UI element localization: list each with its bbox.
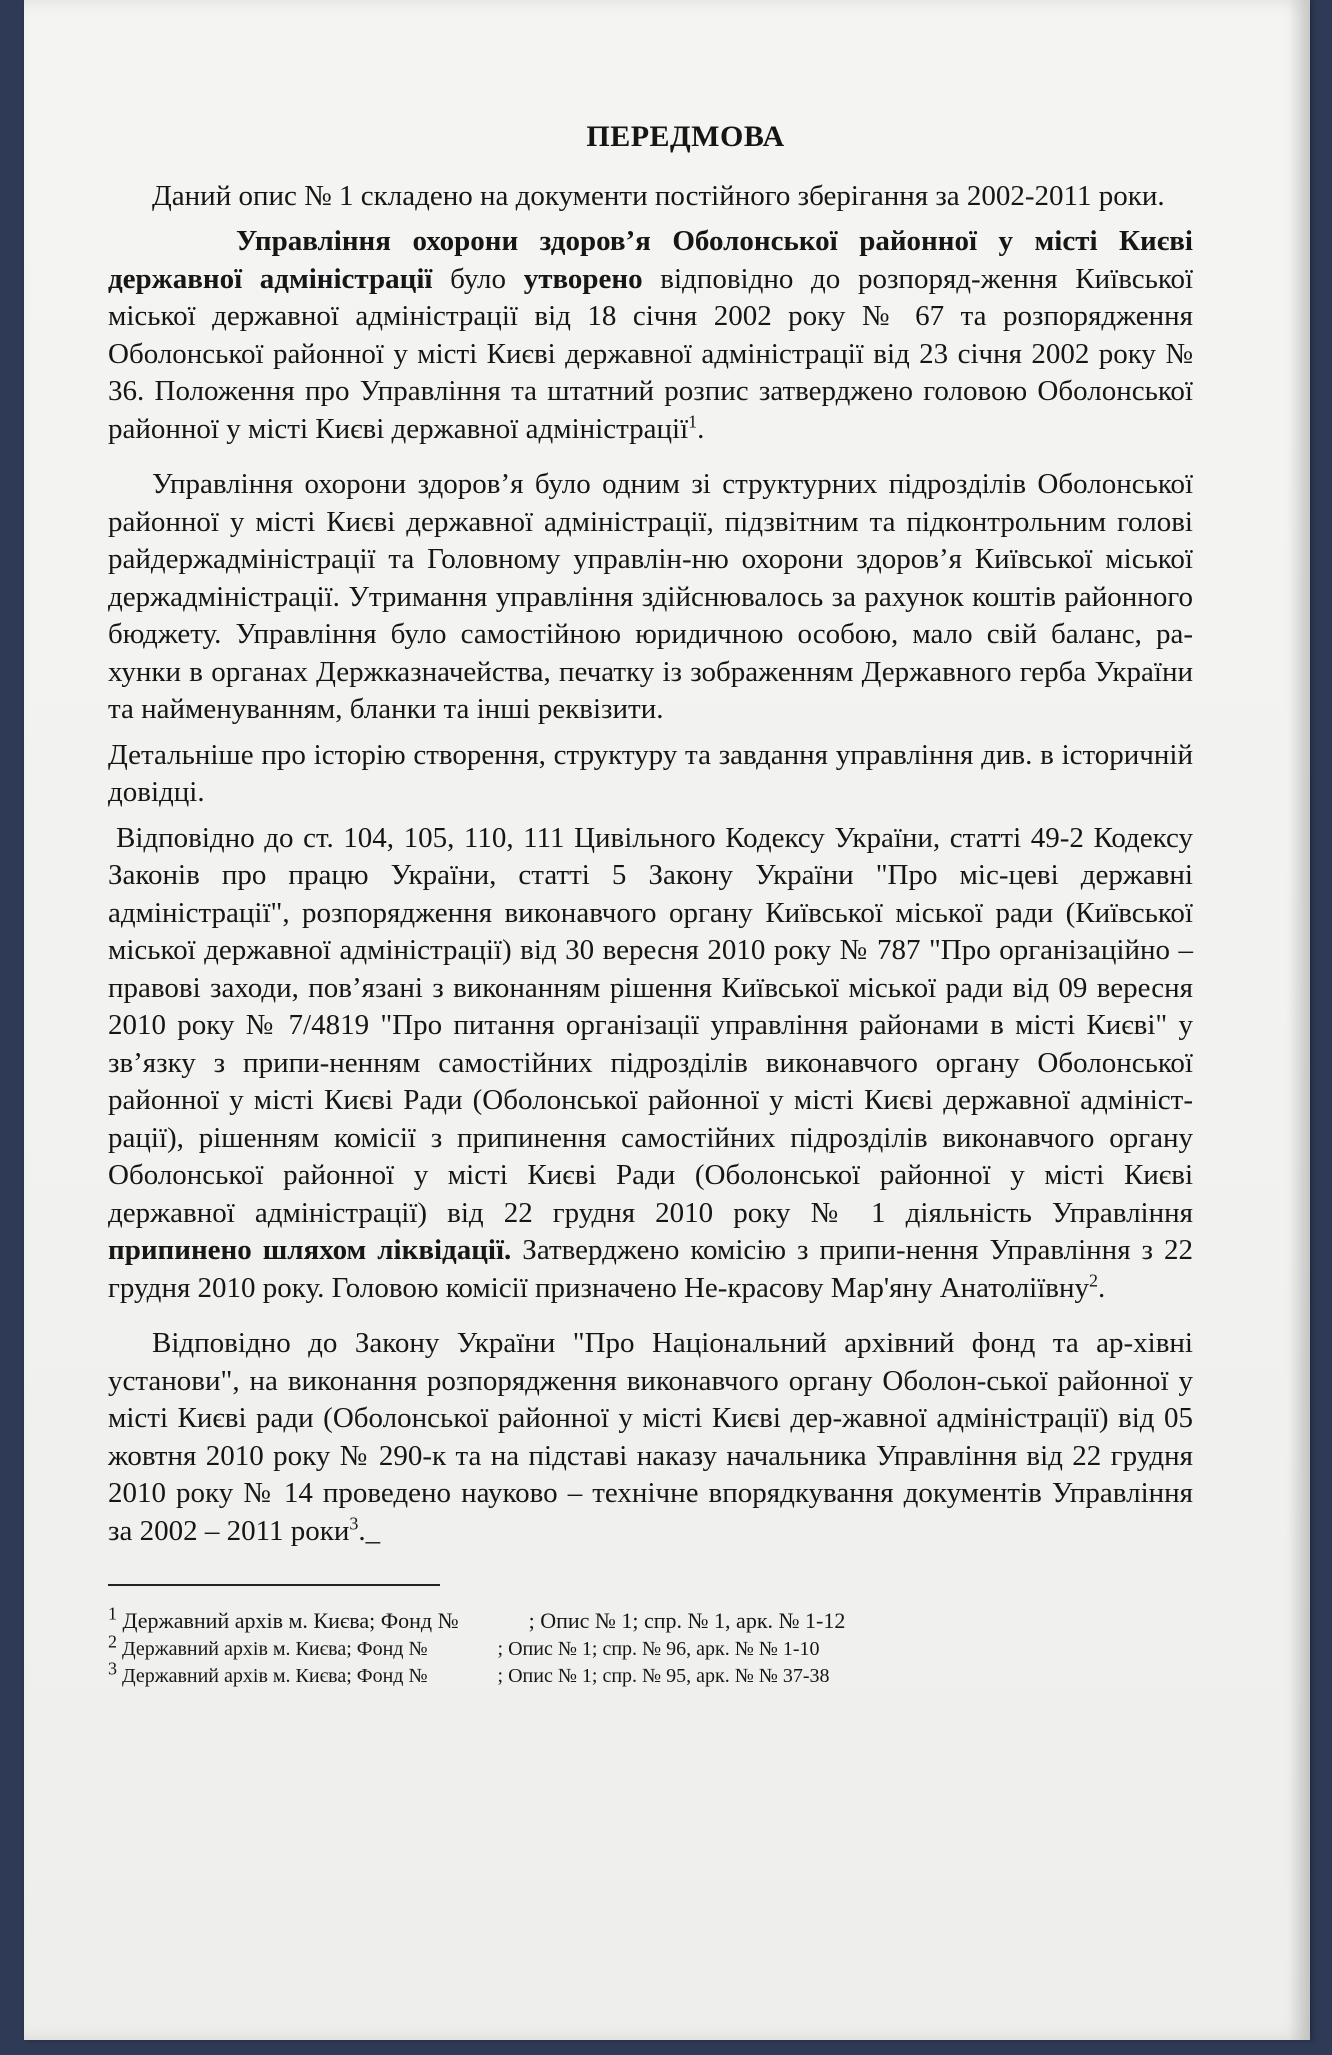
footnote-ref-1: 1 <box>688 410 698 431</box>
footnote-number: 2 <box>108 1631 117 1652</box>
footnote-ref: ; Опис № 1; спр. № 96, арк. № № 1-10 <box>497 1638 820 1660</box>
page-edge-shadow <box>1288 0 1310 2040</box>
establishment-text-1: було <box>432 262 524 295</box>
footnote-number: 1 <box>108 1603 117 1624</box>
footnote-text: Державний архів м. Києва; Фонд № <box>122 1665 428 1687</box>
liquidation-bold: припинено шляхом ліквідації. <box>108 1234 512 1266</box>
archive-ordering-text: Відповідно до Закону України "Про Національний архівний фонд та ар-хівні установи", на виконання розпорядження виконавчого органу Оболон-ської районної у місті Києві ради (Оболонської районної у місті Києві дер-жавної адміністрації) від 05 жовтня 2010 року № 290-к та на підставі наказу начальника Управління від 22 грудня 2010 року № 14 проведено науково – технічне впорядкування документів Управління за 2002 – 2011 роки <box>108 1327 1193 1547</box>
footnote-separator <box>108 1584 440 1586</box>
footnotes <box>108 1603 1193 1690</box>
paragraph-structure: Управління охорони здоров’я було одним зі структурних підрозділів Оболонської районної у місті Києві державної адміністрації, підзвітним та підконтрольним голові райдержадміністрації та Головному управлін-ню охорони здоров’я Київської міської держадміністрації. Утримання управління здійснювалось за рахунок коштів районного бюджету. Управління було самостійною юридичною особою, мало свій баланс, ра-хунки в органах Держказначейства, печатку із зображенням Державного герба України та найменуванням, бланки та інші реквізити. <box>108 468 1193 725</box>
document-page <box>24 0 1310 2040</box>
footnote-ref-3: 3 <box>349 1512 359 1533</box>
paragraph-inventory-description: Даний опис № 1 складено на документи постійного зберігання за 2002-2011 роки. <box>152 179 1165 212</box>
establishment-org-name: Управління охорони здоров’я Оболонської районної у місті Києві державної адміністрації <box>108 225 1193 295</box>
establishment-text-2: відповідно до розпоряд-ження Київської міської державної адміністрації від 18 січня 2002 року № 67 та розпорядження Оболонської районної у місті Києві державної адміністрації від 23 січня 2002 року № 36. Положення про Управління та штатний розпис затверджено головою Оболонської районної у місті Києві державної адміністрації <box>108 262 1193 445</box>
establishment-bold-verb: утворено <box>523 262 643 295</box>
paragraph-establishment <box>108 223 1193 448</box>
footnote-2 <box>108 1631 1193 1663</box>
footnote-text: Державний архів м. Києва; Фонд № <box>122 1638 428 1660</box>
footnote-3 <box>108 1658 1193 1690</box>
footnote-ref: ; Опис № 1; спр. № 1, арк. № 1-12 <box>528 1608 846 1633</box>
page-title: ПЕРЕДМОВА <box>586 120 785 153</box>
paragraph-liquidation <box>108 820 1193 1308</box>
document-body <box>108 118 1193 1690</box>
footnote-ref-2: 2 <box>1089 1269 1098 1290</box>
paragraph-archive-ordering <box>108 1325 1193 1550</box>
paragraph-history-reference: Детальніше про історію створення, структуру та завдання управління див. в історичній довідці. <box>108 738 1193 808</box>
establishment-end: . <box>697 412 705 445</box>
liquidation-end: . <box>1098 1271 1106 1304</box>
footnote-ref: ; Опис № 1; спр. № 95, арк. № № 37-38 <box>497 1665 830 1687</box>
footnote-text: Державний архів м. Києва; Фонд № <box>122 1608 459 1633</box>
footnote-1 <box>108 1603 1193 1636</box>
archive-ordering-end: ._ <box>358 1514 381 1547</box>
footnote-number: 3 <box>108 1658 117 1679</box>
liquidation-text-2: Затверджено комісію з припи-нення Управління з 22 грудня 2010 року. Головою комісії призначено Не-красову Мар'яну Анатоліївну <box>108 1234 1193 1304</box>
liquidation-text-1: Відповідно до ст. 104, 105, 110, 111 Цивільного Кодексу України, статті 49-2 Кодексу Законів про працю України, статті 5 Закону України "Про міс-цеві державні адміністрації", розпорядження виконавчого органу Київської міської ради (Київської міської державної адміністрації) від 30 вересня 2010 року № 787 "Про організаційно – правові заходи, пов’язані з виконанням рішення Київської міської ради від 09 вересня 2010 року № 7/4819 "Про питання організації управління районами в місті Києві" у зв’язку з припи-ненням самостійних підрозділів виконавчого органу Оболонської районної у місті Києві Ради (Оболонської районної у місті Києві державної адмініст-рації), рішенням комісії з припинення самостійних підрозділів виконавчого органу Оболонської районної у місті Києві Ради (Оболонської районної у місті Києві державної адміністрації) від 22 грудня 2010 року № 1 діяльність Управління <box>108 821 1193 1229</box>
